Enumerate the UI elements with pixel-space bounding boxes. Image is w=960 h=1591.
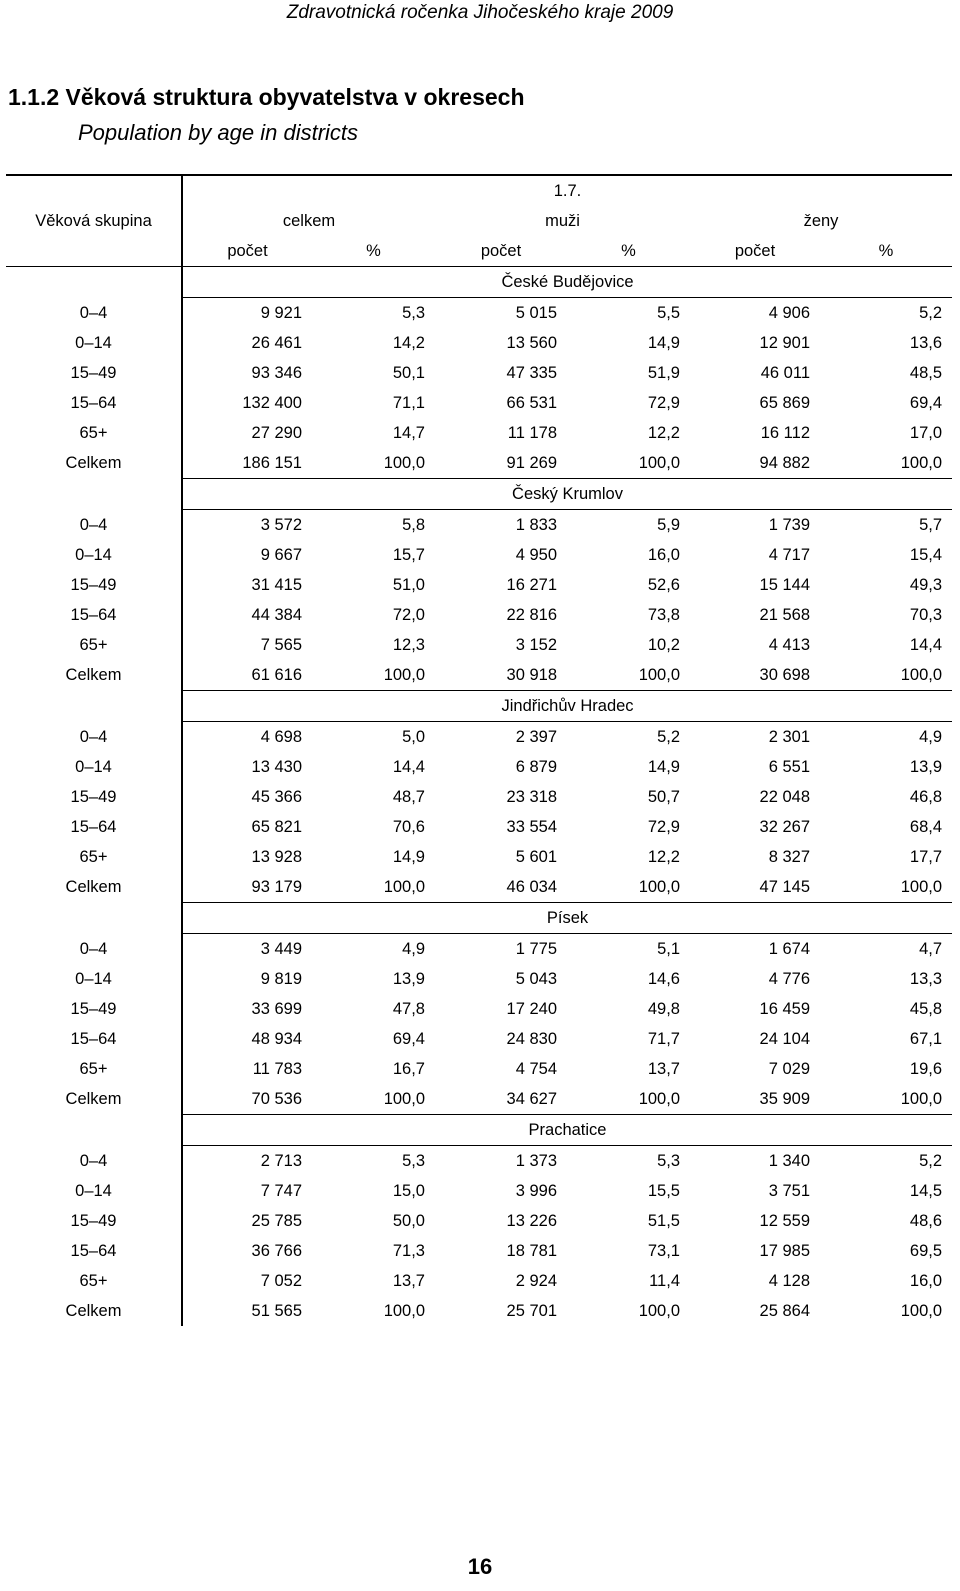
count-cell: 4 128: [768, 1272, 810, 1290]
count-cell: 13 928: [182, 842, 312, 872]
count-cell: 46 011: [760, 364, 810, 382]
age-group-cell: 15–64: [70, 394, 117, 412]
count-cell: 7 029: [768, 1060, 810, 1078]
count-cell: 1 739: [768, 516, 810, 534]
count-cell: 17 240: [506, 1000, 557, 1018]
table-row: [6, 1146, 952, 1177]
count-cell: 9 819: [182, 964, 312, 994]
percent-cell: 5,8: [402, 516, 425, 534]
percent-cell: 5,3: [657, 1152, 680, 1170]
count-cell: 93 179: [182, 872, 312, 903]
percent-cell: 16,0: [647, 546, 680, 564]
count-cell: 22 816: [506, 606, 557, 624]
group-header-women: ženy: [803, 212, 839, 230]
count-cell: 9 921: [182, 298, 312, 329]
percent-cell: 5,0: [402, 728, 425, 746]
percent-cell: 73,8: [647, 606, 680, 624]
table-row: [6, 540, 952, 570]
percent-cell: 71,1: [392, 394, 425, 412]
percent-cell: 12,2: [647, 848, 680, 866]
count-cell: 33 554: [506, 818, 557, 836]
count-cell: 93 346: [182, 358, 312, 388]
percent-cell: 67,1: [909, 1030, 943, 1048]
percent-cell: 69,4: [392, 1030, 425, 1048]
percent-cell: 50,7: [647, 788, 680, 806]
count-cell: 5 601: [515, 848, 557, 866]
table-row: [6, 752, 952, 782]
count-cell: 94 882: [759, 454, 810, 472]
table-row: [6, 630, 952, 660]
percent-cell: 16,7: [392, 1060, 425, 1078]
percent-cell: 100,0: [900, 1090, 943, 1108]
table-row: [6, 1024, 952, 1054]
percent-cell: 14,9: [392, 848, 425, 866]
percent-cell: 13,9: [392, 970, 425, 988]
percent-cell: 13,3: [909, 970, 943, 988]
percent-cell: 71,3: [392, 1242, 425, 1260]
count-cell: 47 145: [759, 878, 810, 896]
percent-cell: 17,7: [909, 848, 943, 866]
age-group-cell: Celkem: [65, 666, 122, 685]
count-cell: 3 996: [515, 1182, 557, 1200]
age-group-cell: Celkem: [65, 1302, 122, 1320]
percent-cell: 100,0: [638, 1090, 680, 1108]
district-header-row: [6, 691, 952, 722]
age-group-cell: 0–14: [75, 970, 112, 988]
percent-cell: 100,0: [638, 666, 680, 684]
age-group-cell: 15–64: [70, 1030, 117, 1048]
table-row: [6, 964, 952, 994]
table-row: [6, 1236, 952, 1266]
percent-cell: 11,4: [649, 1272, 680, 1290]
count-cell: 16 271: [506, 576, 557, 594]
percent-cell: 51,9: [647, 364, 680, 382]
subheader-percent: %: [567, 236, 690, 267]
group-header-men: muži: [545, 212, 580, 230]
page-number: 16: [467, 1554, 493, 1579]
age-group-cell: 15–49: [70, 576, 117, 594]
count-cell: 36 766: [182, 1236, 312, 1266]
count-cell: 25 701: [506, 1302, 557, 1320]
percent-cell: 5,3: [402, 304, 425, 322]
percent-cell: 13,7: [392, 1272, 425, 1290]
count-cell: 2 924: [515, 1272, 557, 1290]
count-cell: 30 698: [759, 666, 810, 684]
page-header: Zdravotnická ročenka Jihočeského kraje 2009: [286, 2, 674, 23]
table-row: [6, 448, 952, 479]
count-cell: 70 536: [182, 1084, 312, 1115]
percent-cell: 100,0: [900, 666, 943, 684]
count-cell: 2 301: [768, 728, 810, 746]
count-cell: 5 015: [515, 304, 557, 322]
count-cell: 3 449: [182, 934, 312, 965]
count-cell: 2 713: [182, 1146, 312, 1177]
percent-cell: 10,2: [647, 636, 680, 654]
count-cell: 47 335: [506, 364, 557, 382]
count-cell: 45 366: [182, 782, 312, 812]
count-cell: 4 413: [768, 636, 810, 654]
group-header-total: celkem: [182, 206, 435, 236]
table-row: [6, 358, 952, 388]
percent-cell: 48,5: [909, 364, 943, 382]
table-row: [6, 388, 952, 418]
table-row: [6, 842, 952, 872]
percent-cell: 17,0: [909, 424, 943, 442]
percent-cell: 70,6: [392, 818, 425, 836]
count-cell: 9 667: [182, 540, 312, 570]
percent-cell: 5,2: [919, 304, 943, 322]
percent-cell: 5,9: [657, 516, 680, 534]
age-group-cell: 0–4: [79, 303, 108, 322]
percent-cell: 100,0: [383, 878, 425, 896]
percent-cell: 49,3: [909, 576, 943, 594]
age-group-header: Věková skupina: [35, 212, 152, 230]
percent-cell: 5,2: [657, 728, 680, 746]
percent-cell: 50,0: [392, 1212, 425, 1230]
percent-cell: 100,0: [383, 1090, 425, 1108]
age-group-cell: 15–49: [70, 788, 117, 806]
percent-cell: 5,2: [919, 1152, 943, 1170]
table-row: [6, 298, 952, 329]
count-cell: 33 699: [182, 994, 312, 1024]
count-cell: 1 833: [515, 516, 557, 534]
percent-cell: 5,5: [657, 304, 680, 322]
age-group-cell: 65+: [79, 424, 108, 442]
count-cell: 1 674: [768, 940, 810, 958]
subheader-percent: %: [312, 236, 435, 267]
percent-cell: 70,3: [909, 606, 943, 624]
percent-cell: 4,7: [919, 940, 943, 958]
count-cell: 21 568: [759, 606, 810, 624]
table-row: [6, 660, 952, 691]
count-cell: 4 950: [515, 546, 557, 564]
age-group-cell: 65+: [79, 1272, 108, 1290]
count-cell: 8 327: [768, 848, 810, 866]
count-cell: 13 430: [182, 752, 312, 782]
age-group-cell: Celkem: [65, 878, 122, 897]
count-cell: 30 918: [506, 666, 557, 684]
count-cell: 32 267: [759, 818, 810, 836]
count-cell: 4 754: [515, 1060, 557, 1078]
percent-cell: 16,0: [909, 1272, 943, 1290]
percent-cell: 52,6: [647, 576, 680, 594]
count-cell: 7 747: [182, 1176, 312, 1206]
percent-cell: 45,8: [909, 1000, 943, 1018]
age-group-cell: 15–49: [70, 1212, 117, 1230]
count-cell: 7 565: [182, 630, 312, 660]
table-row: [6, 510, 952, 541]
district-header-row: [6, 479, 952, 510]
count-cell: 6 551: [768, 758, 810, 776]
percent-cell: 12,2: [647, 424, 680, 442]
percent-cell: 14,5: [909, 1182, 943, 1200]
percent-cell: 72,9: [647, 394, 680, 412]
age-group-cell: 15–49: [70, 364, 117, 382]
table-row: [6, 1176, 952, 1206]
count-cell: 44 384: [182, 600, 312, 630]
count-cell: 48 934: [182, 1024, 312, 1054]
count-cell: 13 226: [506, 1212, 557, 1230]
count-cell: 7 052: [182, 1266, 312, 1296]
count-cell: 11 783: [182, 1054, 312, 1084]
age-group-cell: 65+: [79, 1060, 108, 1078]
count-cell: 1 775: [515, 940, 557, 958]
percent-cell: 100,0: [638, 878, 680, 896]
percent-cell: 4,9: [402, 940, 425, 958]
percent-cell: 15,5: [647, 1182, 680, 1200]
table-header: [6, 175, 952, 267]
count-cell: 13 560: [506, 334, 557, 352]
percent-cell: 49,8: [647, 1000, 680, 1018]
count-cell: 61 616: [182, 660, 312, 691]
count-cell: 25 864: [759, 1302, 810, 1320]
percent-cell: 71,7: [647, 1030, 680, 1048]
subheader-percent: %: [820, 236, 952, 267]
count-cell: 27 290: [182, 418, 312, 448]
count-cell: 16 459: [759, 1000, 810, 1018]
percent-cell: 100,0: [383, 454, 425, 472]
count-cell: 22 048: [759, 788, 810, 806]
percent-cell: 14,4: [392, 758, 425, 776]
count-cell: 4 906: [768, 304, 810, 322]
percent-cell: 14,9: [647, 334, 680, 352]
percent-cell: 13,6: [909, 334, 943, 352]
count-cell: 11 178: [507, 424, 557, 442]
district-name: Český Krumlov: [182, 479, 952, 510]
percent-cell: 100,0: [900, 454, 943, 472]
district-name: Jindřichův Hradec: [182, 691, 952, 722]
percent-cell: 47,8: [392, 1000, 425, 1018]
percent-cell: 5,7: [919, 516, 943, 534]
count-cell: 51 565: [182, 1296, 312, 1326]
age-structure-table: [6, 174, 952, 1326]
age-group-cell: 0–4: [79, 515, 108, 534]
percent-cell: 48,6: [909, 1212, 943, 1230]
percent-cell: 14,7: [392, 424, 425, 442]
district-header-row: [6, 903, 952, 934]
table-row: [6, 600, 952, 630]
count-cell: 23 318: [506, 788, 557, 806]
subheader-count: počet: [690, 236, 820, 267]
percent-cell: 100,0: [900, 878, 943, 896]
count-cell: 12 559: [759, 1212, 810, 1230]
percent-cell: 14,9: [647, 758, 680, 776]
table-row: [6, 1084, 952, 1115]
percent-cell: 72,0: [392, 606, 425, 624]
percent-cell: 13,9: [909, 758, 943, 776]
table-row: [6, 722, 952, 753]
section-subtitle: Population by age in districts: [78, 120, 359, 145]
count-cell: 3 751: [768, 1182, 810, 1200]
percent-cell: 5,1: [657, 940, 680, 958]
district-name: České Budějovice: [182, 267, 952, 298]
count-cell: 18 781: [506, 1242, 557, 1260]
percent-cell: 100,0: [638, 454, 680, 472]
age-group-cell: Celkem: [65, 1090, 122, 1109]
table-row: [6, 1206, 952, 1236]
count-cell: 3 152: [515, 636, 557, 654]
table-row: [6, 934, 952, 965]
count-cell: 132 400: [182, 388, 312, 418]
percent-cell: 72,9: [647, 818, 680, 836]
percent-cell: 19,6: [909, 1060, 943, 1078]
percent-cell: 12,3: [392, 636, 425, 654]
count-cell: 25 785: [182, 1206, 312, 1236]
age-group-cell: 0–4: [79, 727, 108, 746]
count-cell: 12 901: [759, 334, 810, 352]
count-cell: 91 269: [506, 454, 557, 472]
count-cell: 4 776: [768, 970, 810, 988]
percent-cell: 46,8: [909, 788, 943, 806]
age-group-cell: 15–64: [70, 1242, 117, 1260]
age-group-cell: 15–49: [70, 1000, 117, 1018]
district-header-row: [6, 1115, 952, 1146]
percent-cell: 48,7: [392, 788, 425, 806]
subheader-count: počet: [182, 236, 312, 267]
percent-cell: 51,0: [392, 576, 425, 594]
table-row: [6, 1296, 952, 1326]
count-cell: 17 985: [759, 1242, 810, 1260]
count-cell: 46 034: [506, 878, 557, 896]
percent-cell: 69,4: [909, 394, 943, 412]
count-cell: 15 144: [759, 576, 810, 594]
age-group-cell: Celkem: [65, 454, 122, 473]
count-cell: 4 698: [182, 722, 312, 753]
count-cell: 2 397: [515, 728, 557, 746]
age-group-cell: 15–64: [70, 606, 117, 624]
age-group-cell: 0–14: [75, 1182, 112, 1200]
table-row: [6, 1266, 952, 1296]
district-name: Prachatice: [182, 1115, 952, 1146]
count-cell: 31 415: [182, 570, 312, 600]
percent-cell: 14,6: [647, 970, 680, 988]
percent-cell: 73,1: [647, 1242, 680, 1260]
percent-cell: 15,4: [909, 546, 943, 564]
count-cell: 26 461: [182, 328, 312, 358]
age-group-cell: 0–14: [75, 758, 112, 776]
table-row: [6, 872, 952, 903]
table-row: [6, 1054, 952, 1084]
count-cell: 16 112: [760, 424, 810, 442]
table-row: [6, 418, 952, 448]
subheader-count: počet: [435, 236, 567, 267]
table-row: [6, 570, 952, 600]
table-row: [6, 812, 952, 842]
percent-cell: 100,0: [900, 1302, 943, 1320]
table-row: [6, 994, 952, 1024]
percent-cell: 100,0: [383, 1302, 425, 1320]
percent-cell: 50,1: [392, 364, 425, 382]
percent-cell: 5,3: [402, 1152, 425, 1170]
count-cell: 5 043: [515, 970, 557, 988]
percent-cell: 100,0: [638, 1302, 680, 1320]
count-cell: 186 151: [182, 448, 312, 479]
section-title: 1.1.2 Věková struktura obyvatelstva v okresech: [8, 84, 525, 110]
percent-cell: 100,0: [383, 666, 425, 684]
age-group-cell: 0–14: [75, 546, 112, 564]
table-row: [6, 782, 952, 812]
percent-cell: 15,0: [392, 1182, 425, 1200]
age-group-cell: 0–14: [75, 334, 112, 352]
district-name: Písek: [182, 903, 952, 934]
table-row: [6, 328, 952, 358]
percent-cell: 14,4: [909, 636, 943, 654]
age-group-cell: 0–4: [79, 939, 108, 958]
table-code: 1.7.: [182, 175, 952, 206]
table-body: [6, 267, 952, 1327]
age-group-cell: 15–64: [70, 818, 117, 836]
count-cell: 65 821: [182, 812, 312, 842]
age-group-cell: 65+: [79, 848, 108, 866]
count-cell: 35 909: [759, 1090, 810, 1108]
district-header-row: [6, 267, 952, 298]
count-cell: 3 572: [182, 510, 312, 541]
count-cell: 1 340: [768, 1152, 810, 1170]
count-cell: 24 104: [759, 1030, 810, 1048]
percent-cell: 15,7: [392, 546, 425, 564]
percent-cell: 13,7: [647, 1060, 680, 1078]
age-group-cell: 65+: [79, 636, 108, 654]
count-cell: 6 879: [515, 758, 557, 776]
count-cell: 66 531: [506, 394, 557, 412]
count-cell: 24 830: [506, 1030, 557, 1048]
percent-cell: 68,4: [909, 818, 943, 836]
percent-cell: 4,9: [919, 728, 943, 746]
count-cell: 65 869: [759, 394, 810, 412]
count-cell: 1 373: [515, 1152, 557, 1170]
count-cell: 4 717: [768, 546, 810, 564]
count-cell: 34 627: [506, 1090, 557, 1108]
percent-cell: 69,5: [909, 1242, 943, 1260]
age-group-cell: 0–4: [79, 1151, 108, 1170]
percent-cell: 14,2: [392, 334, 425, 352]
percent-cell: 51,5: [647, 1212, 680, 1230]
